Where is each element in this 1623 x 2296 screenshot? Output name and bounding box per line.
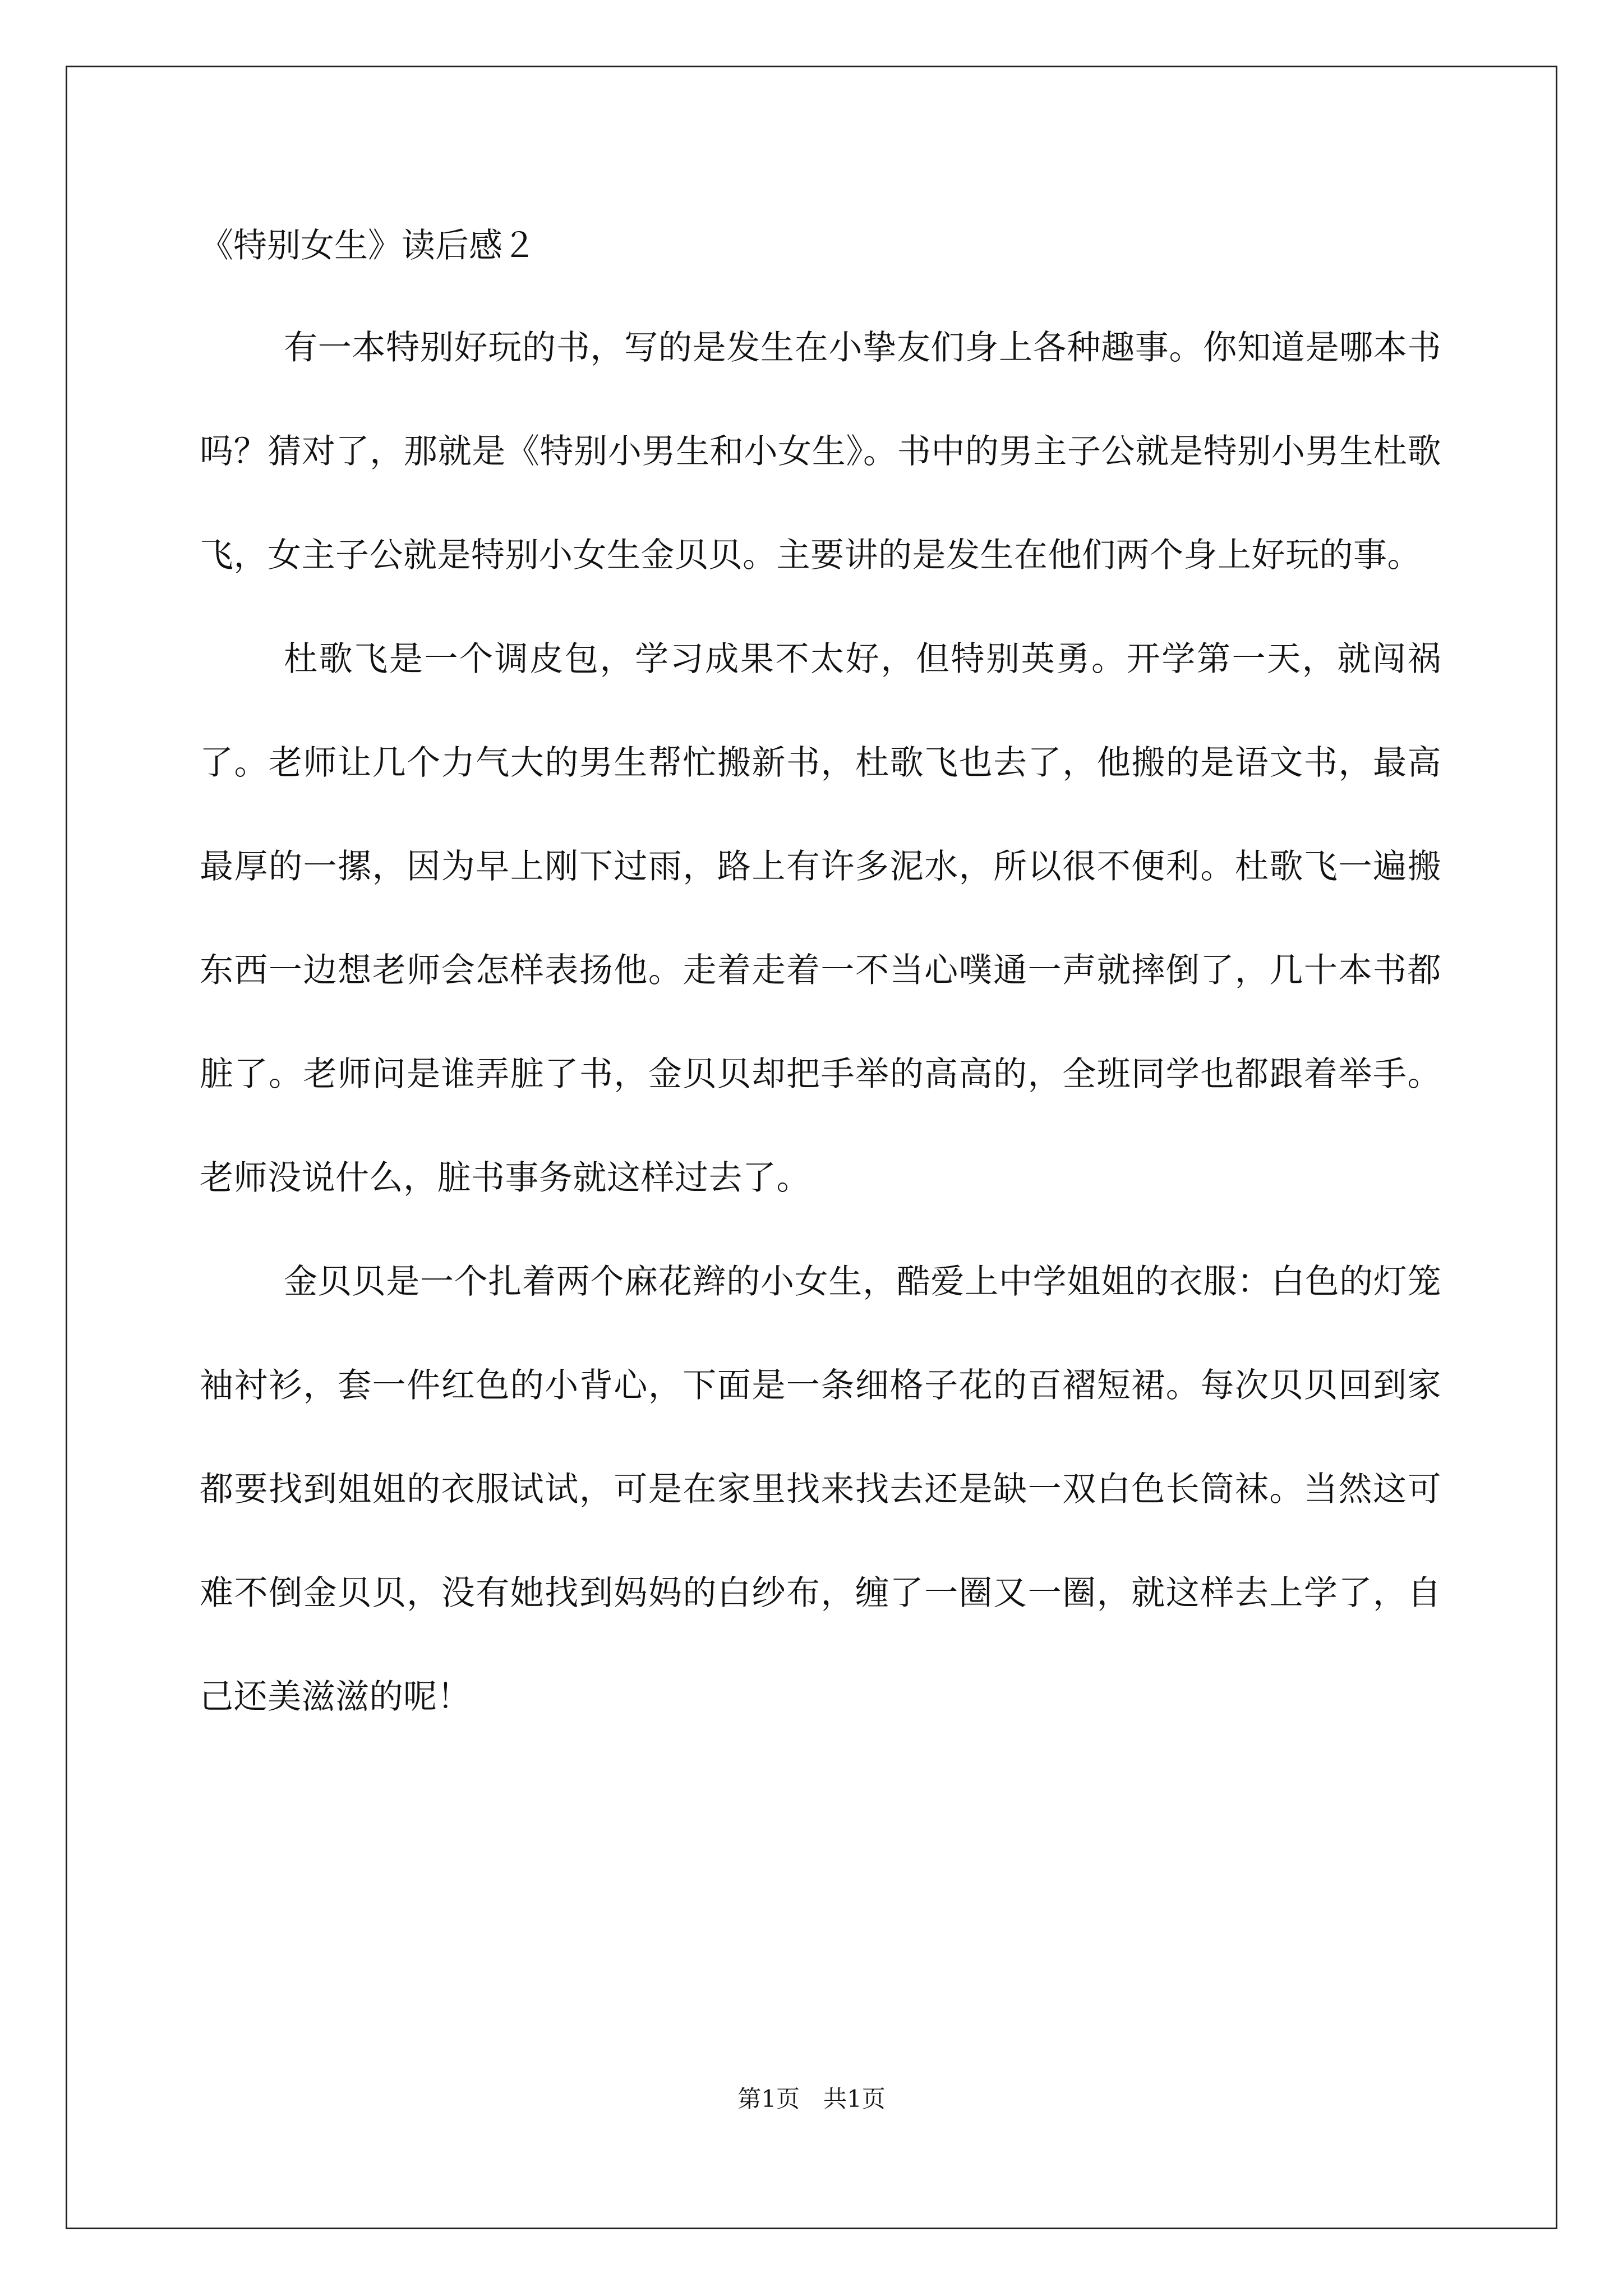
paragraph: 有一本特别好玩的书，写的是发生在小挚友们身上各种趣事。你知道是哪本书吗？猜对了，那就是《特别小男生和小女生》。书中的男主子公就是特别小男生杜歌飞，女主子公就是特别小女生金贝贝。主要讲的是发生在他们两个身上好玩的事。: [200, 328, 1441, 575]
document-body: [200, 296, 1441, 1749]
document-title: 《特别女生》读后感２: [200, 226, 536, 265]
page-number-footer: 第1页 共1页: [737, 2085, 886, 2113]
paragraph: 杜歌飞是一个调皮包，学习成果不太好，但特别英勇。开学第一天，就闯祸了。老师让几个力气大的男生帮忙搬新书，杜歌飞也去了，他搬的是语文书，最高最厚的一摞，因为早上刚下过雨，路上有许多泥水，所以很不便利。杜歌飞一遍搬东西一边想老师会怎样表扬他。走着走着一不当心噗通一声就摔倒了，几十本书都脏了。老师问是谁弄脏了书，金贝贝却把手举的高高的，全班同学也都跟着举手。老师没说什么，脏书事务就这样过去了。: [200, 639, 1441, 1198]
paragraph: 金贝贝是一个扎着两个麻花辫的小女生，酷爱上中学姐姐的衣服：白色的灯笼袖衬衫，套一件红色的小背心，下面是一条细格子花的百褶短裙。每次贝贝回到家都要找到姐姐的衣服试试，可是在家里找来找去还是缺一双白色长筒袜。当然这可难不倒金贝贝，没有她找到妈妈的白纱布，缠了一圈又一圈，就这样去上学了，自己还美滋滋的呢！: [200, 1262, 1441, 1717]
